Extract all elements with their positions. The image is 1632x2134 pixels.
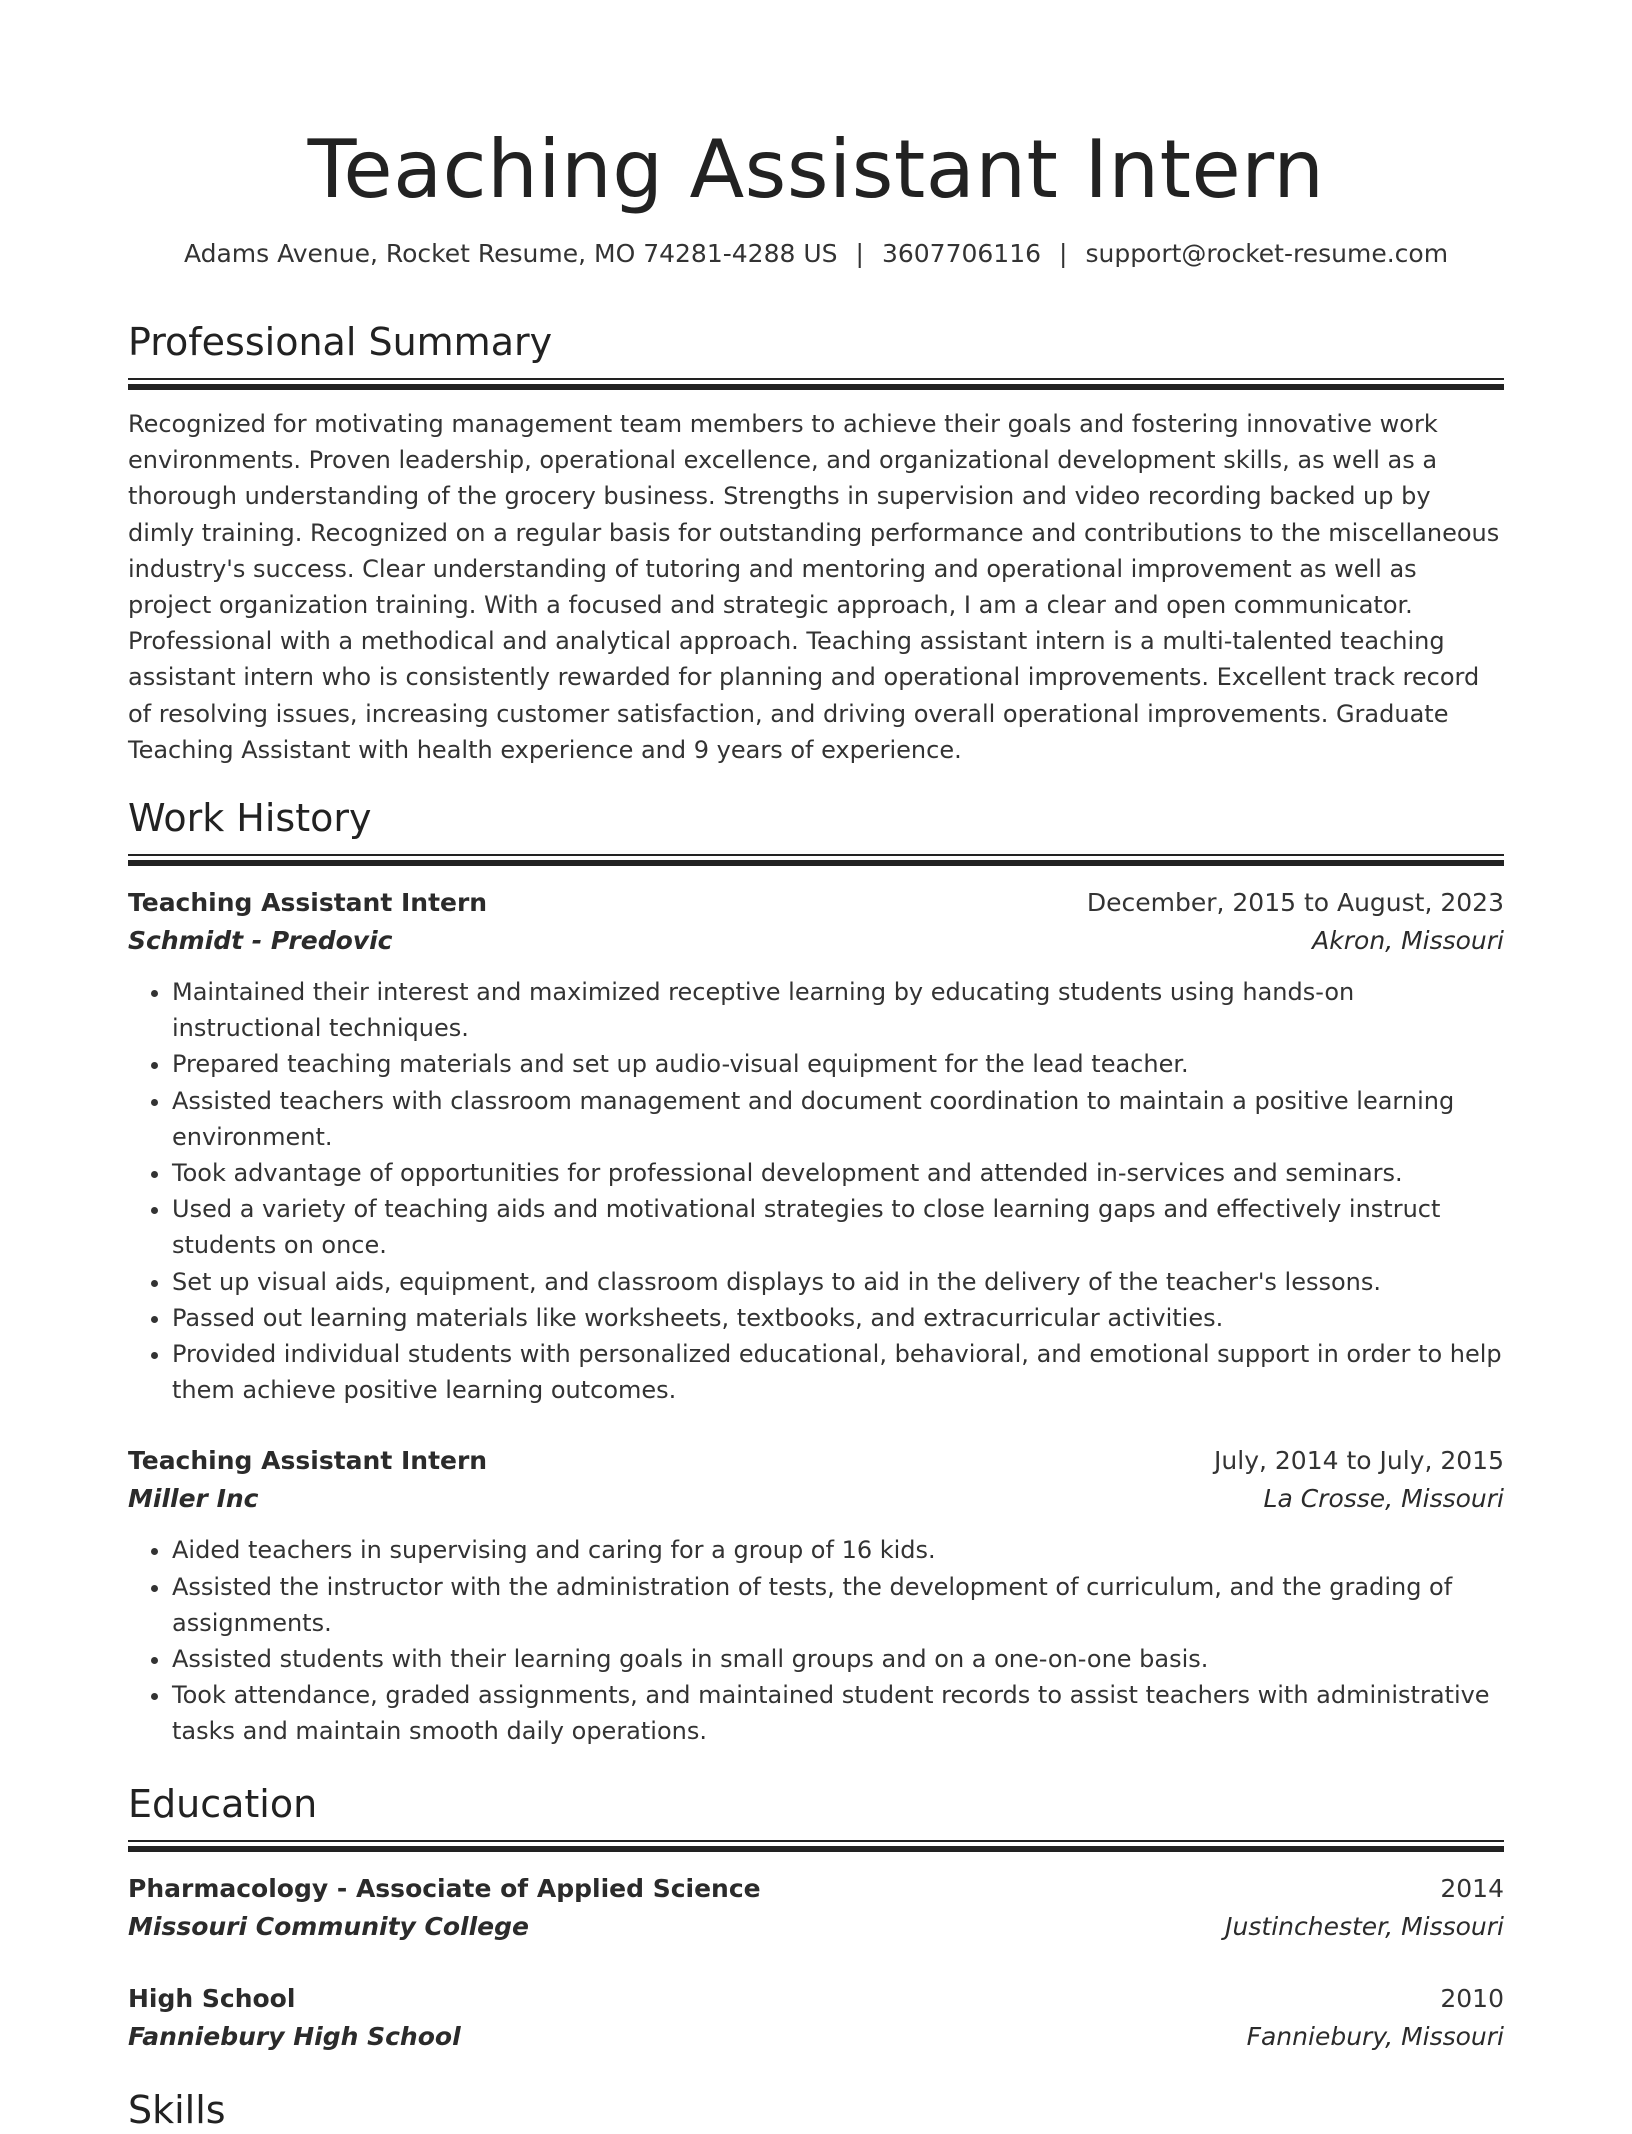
job-title: Teaching Assistant Intern xyxy=(128,1446,488,1476)
contact-email[interactable]: support@rocket-resume.com xyxy=(1085,239,1449,268)
resume-page xyxy=(128,0,1504,2132)
job-header xyxy=(128,884,1504,922)
job-bullet: • Assisted teachers with classroom management and document coordination to maintain a positive learning environment. xyxy=(172,1083,1504,1155)
education-location: Fanniebury, Missouri xyxy=(1246,2022,1504,2051)
education-entry xyxy=(128,1870,1504,1946)
section-divider xyxy=(128,1840,1504,1852)
education-header xyxy=(128,1870,1504,1908)
job-entry xyxy=(128,1442,1504,1749)
summary-section xyxy=(128,318,1504,768)
job-bullet: • Assisted the instructor with the administration of tests, the development of curriculum, and the grading of assignments. xyxy=(172,1569,1504,1641)
job-bullet: • Assisted students with their learning goals in small groups and on a one-on-one basis. xyxy=(172,1641,1504,1677)
job-bullet: • Took attendance, graded assignments, and maintained student records to assist teachers with administrative tasks and maintain smooth daily operations. xyxy=(172,1677,1504,1749)
job-company: Miller Inc xyxy=(128,1484,259,1514)
education-school: Missouri Community College xyxy=(128,1912,529,1941)
section-title-work-history: Work History xyxy=(128,796,372,840)
education-year: 2010 xyxy=(1440,1984,1504,2013)
job-bullet: • Provided individual students with personalized educational, behavioral, and emotional support in order to help them achieve positive learning outcomes. xyxy=(172,1336,1504,1408)
contact-line xyxy=(128,238,1504,270)
job-bullet: • Maintained their interest and maximized receptive learning by educating students using hands-on instructional techniques. xyxy=(172,974,1504,1046)
job-subheader xyxy=(128,922,1504,960)
candidate-name: Teaching Assistant Intern xyxy=(307,123,1325,216)
job-title: Teaching Assistant Intern xyxy=(128,888,488,917)
education-subheader xyxy=(128,2018,1504,2056)
education-entry xyxy=(128,1980,1504,2056)
job-bullet: • Set up visual aids, equipment, and classroom displays to aid in the delivery of the teacher's lessons. xyxy=(172,1264,1504,1300)
job-bullet-list xyxy=(128,974,1504,1408)
education-section xyxy=(128,1780,1504,2056)
contact-separator: | xyxy=(855,239,864,268)
education-header xyxy=(128,1980,1504,2018)
section-title-summary: Professional Summary xyxy=(128,320,553,364)
section-title-education: Education xyxy=(128,1782,318,1826)
contact-address: Adams Avenue, Rocket Resume, MO 74281-4288 US xyxy=(183,239,838,268)
job-bullet: • Prepared teaching materials and set up audio-visual equipment for the lead teacher. xyxy=(172,1046,1504,1082)
section-title-skills: Skills xyxy=(128,2088,226,2132)
education-subheader xyxy=(128,1908,1504,1946)
job-bullet: • Used a variety of teaching aids and motivational strategies to close learning gaps and effectively instruct students on once. xyxy=(172,1191,1504,1263)
skills-section xyxy=(128,2086,1504,2134)
job-bullet: • Passed out learning materials like worksheets, textbooks, and extracurricular activities. xyxy=(172,1300,1504,1336)
section-divider xyxy=(128,854,1504,866)
job-company: Schmidt - Predovic xyxy=(128,926,393,955)
education-degree: Pharmacology - Associate of Applied Science xyxy=(128,1874,761,1903)
job-entry xyxy=(128,884,1504,1408)
job-header xyxy=(128,1442,1504,1480)
job-bullet-list xyxy=(128,1532,1504,1749)
education-school: Fanniebury High School xyxy=(128,2022,461,2051)
summary-text: Recognized for motivating management team members to achieve their goals and fostering innovative work environments. Proven leadership, operational excellence, and organizational development skills, as well as a thorough understanding of the grocery business. Strengths in supervision and video recording backed up by dimly training. Recognized on a regular basis for outstanding performance and contributions to the miscellaneous industry's success. Clear understanding of tutoring and mentoring and operational improvement as well as project organization training. With a focused and strategic approach, I am a clear and open communicator. Professional with a methodical and analytical approach. Teaching assistant intern is a multi-talented teaching assistant intern who is consistently rewarded for planning and operational improvements. Excellent track record of resolving issues, increasing customer satisfaction, and driving overall operational improvements. Graduate Teaching Assistant with health experience and 9 years of experience. xyxy=(128,410,1500,764)
job-bullet: • Took advantage of opportunities for professional development and attended in-services and seminars. xyxy=(172,1155,1504,1191)
education-year: 2014 xyxy=(1440,1874,1504,1903)
contact-phone: 3607706116 xyxy=(881,239,1042,268)
education-degree: High School xyxy=(128,1984,296,2013)
job-location: Akron, Missouri xyxy=(1312,926,1504,955)
job-subheader xyxy=(128,1480,1504,1518)
job-dates: July, 2014 to July, 2015 xyxy=(1214,1446,1504,1476)
job-bullet: • Aided teachers in supervising and caring for a group of 16 kids. xyxy=(172,1532,1504,1568)
job-location: La Crosse, Missouri xyxy=(1263,1484,1504,1514)
job-dates: December, 2015 to August, 2023 xyxy=(1086,888,1504,917)
education-location: Justinchester, Missouri xyxy=(1225,1912,1504,1941)
section-divider xyxy=(128,378,1504,390)
contact-separator: | xyxy=(1059,239,1068,268)
work-history-section xyxy=(128,794,1504,1750)
